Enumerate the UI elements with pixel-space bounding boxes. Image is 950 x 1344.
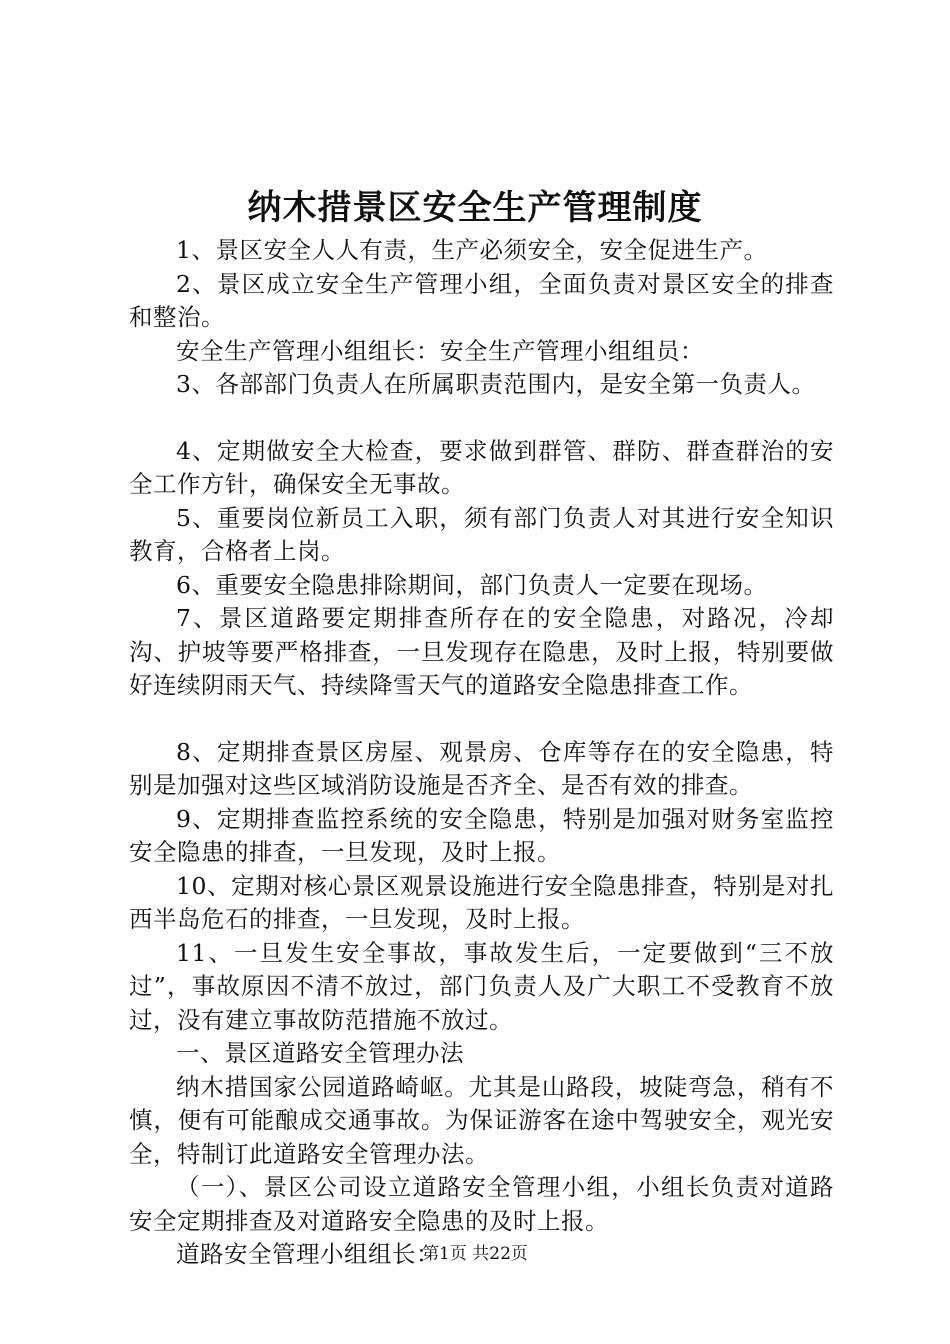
paragraph-safety-group: 安全生产管理小组组长：安全生产管理小组组员： bbox=[176, 336, 704, 365]
paragraph-9: 9、定期排查监控系统的安全隐患，特别是加强对财务室监控安全隐患的排查，一旦发现，及时上报。 bbox=[129, 804, 834, 866]
paragraph-road-group: （一）、景区公司设立道路安全管理小组，小组长负责对道路安全定期排查及对道路安全隐患的及时上报。 bbox=[129, 1173, 834, 1235]
paragraph-2: 2、景区成立安全生产管理小组，全面负责对景区安全的排查和整治。 bbox=[129, 269, 834, 331]
paragraph-road-leader: 道路安全管理小组组长： bbox=[176, 1240, 440, 1268]
paragraph-3: 3、各部部门负责人在所属职责范围内，是安全第一负责人。 bbox=[176, 370, 816, 398]
document-title: 纳木措景区安全生产管理制度 bbox=[247, 188, 703, 228]
document-body bbox=[129, 234, 834, 1272]
paragraph-1: 1、景区安全人人有责，生产必须安全，安全促进生产。 bbox=[176, 236, 768, 264]
paragraph-6: 6、重要安全隐患排除期间，部门负责人一定要在现场。 bbox=[176, 570, 768, 599]
page-number-footer: 第1页 共22页 bbox=[422, 1244, 528, 1264]
paragraph-4: 4、定期做安全大检查，要求做到群管、群防、群查群治的安全工作方针，确保安全无事故。 bbox=[129, 436, 834, 498]
paragraph-5: 5、重要岗位新员工入职，须有部门负责人对其进行安全知识教育，合格者上岗。 bbox=[129, 503, 834, 565]
paragraph-10: 10、定期对核心景区观景设施进行安全隐患排查，特别是对扎西半岛危石的排查，一旦发现，及时上报。 bbox=[129, 871, 834, 933]
paragraph-road-intro: 纳木措国家公园道路崎岖。尤其是山路段，坡陡弯急，稍有不慎，便有可能酿成交通事故。为保证游客在途中驾驶安全，观光安全，特制订此道路安全管理办法。 bbox=[129, 1072, 834, 1168]
paragraph-8: 8、定期排查景区房屋、观景房、仓库等存在的安全隐患，特别是加强对这些区域消防设施是否齐全、是否有效的排查。 bbox=[129, 737, 834, 799]
paragraph-7: 7、景区道路要定期排查所存在的安全隐患，对路况，冷却沟、护坡等要严格排查，一旦发现存在隐患，及时上报，特别要做好连续阴雨天气、持续降雪天气的道路安全隐患排查工作。 bbox=[129, 604, 834, 699]
section-heading-road-safety: 一、景区道路安全管理办法 bbox=[176, 1039, 464, 1067]
paragraph-11: 11、一旦发生安全事故，事故发生后，一定要做到“三不放过”，事故原因不清不放过，部门负责人及广大职工不受教育不放过，没有建立事故防范措施不放过。 bbox=[129, 938, 834, 1034]
